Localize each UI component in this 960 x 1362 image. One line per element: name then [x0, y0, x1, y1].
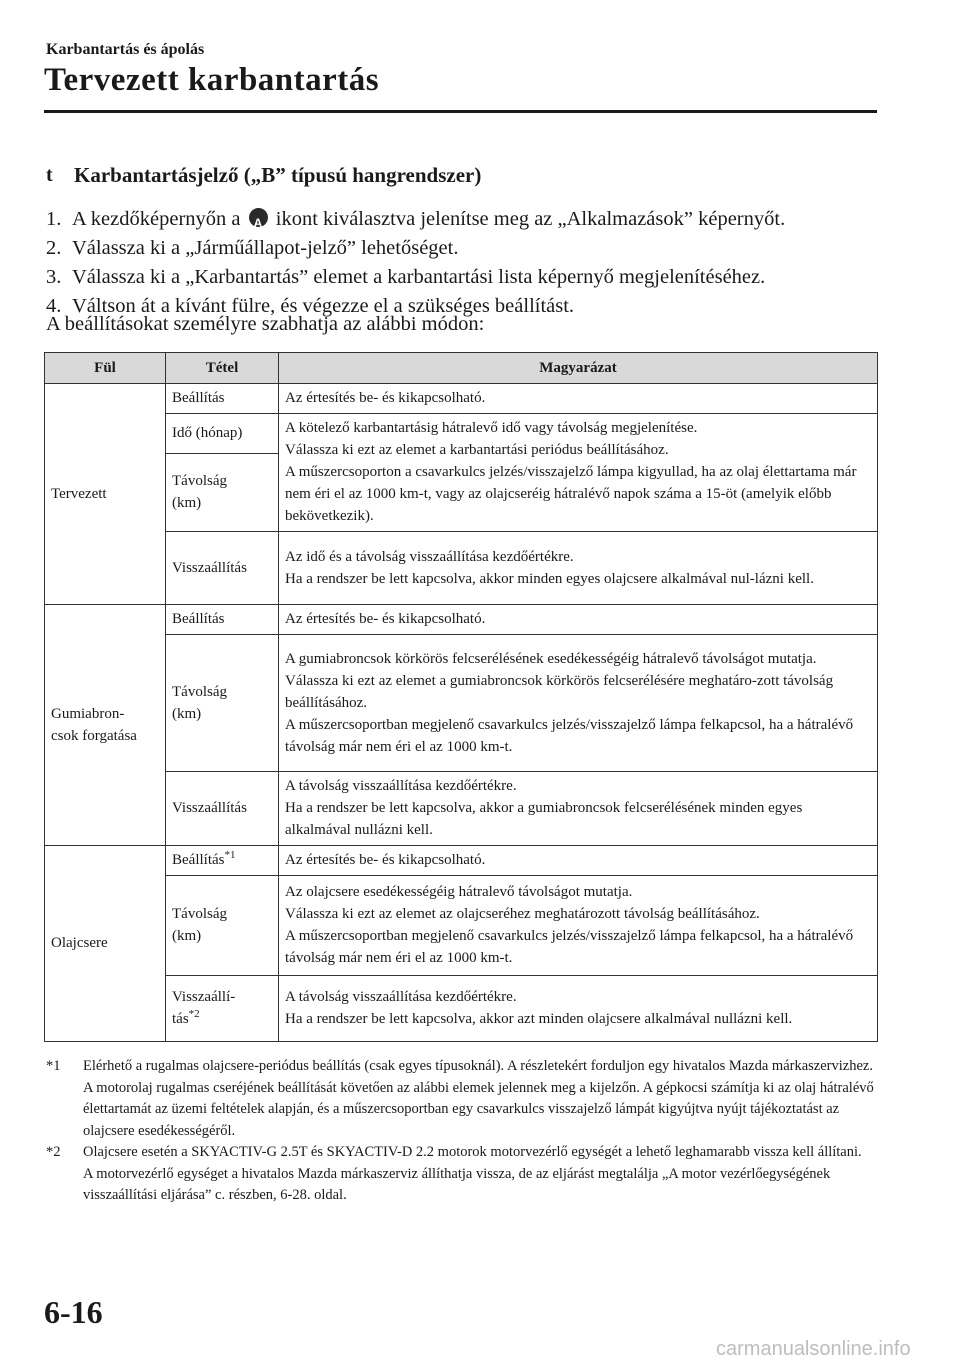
- explanation-cell: A távolság visszaállítása kezdőértékre. Ha a rendszer be lett kapcsolva, akkor azt minden olajcsere alkalmával nullázni kell.: [279, 976, 878, 1042]
- explanation-cell: Az értesítés be- és kikapcsolható.: [279, 605, 878, 635]
- item-cell: [166, 772, 279, 846]
- sub-heading-text: Karbantartásjelző („B” típusú hangrendszer): [74, 163, 482, 187]
- footnotes: [46, 1056, 881, 1207]
- explanation-cell: A gumiabroncsok körkörös felcserélésének esedékességéig hátralevő távolságot mutatja. Válassza ki ezt az elemet a gumiabroncsok körkörös felcserélésére meghatáro-zott távolság beállításához. A műszercsoportban megjelenő csavarkulcs jelzés/visszajelző lámpa felkapcsol, ha a hátralévő távolság már nem éri el az 1000 km-t.: [279, 635, 878, 772]
- footnote-ref: *1: [224, 849, 236, 861]
- watermark: carmanualsonline.info: [716, 1338, 911, 1360]
- footnote-text: Elérhető a rugalmas olajcsere-periódus beállítás (csak egyes típusoknál). A részletekért forduljon egy hivatalos Mazda márkaszervizhez.: [83, 1058, 873, 1074]
- footnote-key: *1: [46, 1058, 61, 1074]
- footnote-text: A motorvezérlő egységet a hivatalos Mazda márkaszerviz állíthatja vissza, de az eljárást megtalálja „A motor vezérlőegységének visszaállítási eljárása” c. részben, 6-28. oldal.: [83, 1165, 831, 1203]
- tab-cell: Gumiabron- csok forgatása: [45, 605, 166, 846]
- settings-table: [44, 352, 878, 1042]
- footnote-body: [83, 1142, 881, 1207]
- intro-text: A beállításokat személyre szabhatja az alábbi módon:: [46, 313, 485, 335]
- item-cell: [166, 414, 279, 454]
- table-row: [45, 384, 878, 414]
- item-cell: [166, 876, 279, 976]
- explanation-cell: Az idő és a távolság visszaállítása kezdőértékre. Ha a rendszer be lett kapcsolva, akkor minden egyes olajcsere alkalmával nul-lázni kell.: [279, 532, 878, 605]
- item-label: Visszaállítás: [172, 800, 247, 816]
- step-number: 3.: [46, 266, 62, 288]
- step-list: [46, 205, 881, 321]
- step-text: Válassza ki a „Karbantartás” elemet a karbantartási lista képernyő megjelenítéséhez.: [72, 266, 766, 288]
- step-text: Válassza ki a „Járműállapot-jelző” lehetőséget.: [72, 237, 459, 259]
- step-number: 1.: [46, 208, 62, 230]
- explanation-cell: Az értesítés be- és kikapcsolható.: [279, 846, 878, 876]
- item-label: Távolság (km): [172, 683, 227, 722]
- step-number: 2.: [46, 237, 62, 259]
- footnote: [46, 1142, 881, 1207]
- footnote-text: Olajcsere esetén a SKYACTIV-G 2.5T és SKYACTIV-D 2.2 motorok motorvezérlő egységét a lehető leghamarabb vissza kell állítani.: [83, 1144, 862, 1160]
- table-row: [45, 876, 878, 976]
- table-row: [45, 532, 878, 605]
- item-cell: [166, 384, 279, 414]
- item-label: Távolság (km): [172, 473, 227, 512]
- explanation-cell: Az olajcsere esedékességéig hátralevő távolságot mutatja. Válassza ki ezt az elemet az olajcseréhez meghatározott távolság beállításához. A műszercsoportban megjelenő csavarkulcs jelzés/visszajelző lámpa felkapcsol, ha a hátralévő távolság már nem éri el az 1000 km-t.: [279, 876, 878, 976]
- table-row: [45, 772, 878, 846]
- column-header-item: Tétel: [166, 353, 279, 384]
- table-row: [45, 414, 878, 454]
- column-header-tab: Fül: [45, 353, 166, 384]
- page-title: Tervezett karbantartás: [44, 62, 380, 98]
- explanation-cell: Az értesítés be- és kikapcsolható.: [279, 384, 878, 414]
- step-text: [72, 205, 785, 234]
- title-rule: [44, 110, 877, 113]
- footnote-body: [83, 1056, 881, 1142]
- table-row: [45, 976, 878, 1042]
- item-cell: [166, 846, 279, 876]
- apps-icon: [249, 208, 268, 227]
- page-number: 6-16: [44, 1294, 103, 1330]
- footnote: [46, 1056, 881, 1142]
- step-item: [46, 234, 881, 263]
- item-label: Távolság (km): [172, 906, 227, 944]
- section-label: Karbantartás és ápolás: [46, 41, 205, 58]
- footnote-ref: *2: [188, 1008, 200, 1020]
- item-label: Beállítás: [172, 390, 225, 406]
- section-marker: t: [46, 164, 53, 186]
- step-text-before: A kezdőképernyőn a: [72, 208, 241, 230]
- column-header-explanation: Magyarázat: [279, 353, 878, 384]
- item-label: Idő (hónap): [172, 425, 243, 442]
- explanation-cell: A kötelező karbantartásig hátralevő idő vagy távolság megjelenítése. Válassza ki ezt az elemet a karbantartási periódus beállításához. A műszercsoporton a csavarkulcs jelzés/visszajelző lámpa kigyullad, ha az olaj élettartama már nem éri el az 1000 km-t, vagy az olajcseréig hátralévő napok száma a 15-öt (amelyik előbb bekövetkezik).: [279, 414, 878, 532]
- tab-cell: Tervezett: [45, 384, 166, 605]
- footnote-text: A motorolaj rugalmas cseréjének beállítását követően az alábbi elemek jelennek meg a kijelzőn. A gépkocsi számítja ki az olaj hátralévő élettartamát az üzemi feltételek alapján, és a műszercsoportban egy csavarkulcs visszajelző lámpát kigyújtva nyújt tájékoztatást az olajcsere esedékességéről.: [83, 1079, 874, 1139]
- table-row: [45, 635, 878, 772]
- step-text-after: ikont kiválasztva jelenítse meg az „Alkalmazások” képernyőt.: [275, 208, 786, 230]
- table-row: [45, 605, 878, 635]
- item-cell: [166, 454, 279, 532]
- table-row: [45, 846, 878, 876]
- step-item: [46, 205, 881, 234]
- item-label: Beállítás: [172, 852, 225, 868]
- step-item: [46, 263, 881, 292]
- item-label: Visszaállítás: [172, 559, 247, 576]
- sub-heading: [46, 163, 481, 188]
- step-text: Váltson át a kívánt fülre, és végezze el a szükséges beállítást.: [72, 295, 575, 317]
- item-cell: [166, 635, 279, 772]
- item-cell: [166, 976, 279, 1042]
- item-label: Beállítás: [172, 611, 225, 627]
- tab-cell: Olajcsere: [45, 846, 166, 1042]
- item-label: Visszaállí- tás: [172, 989, 236, 1027]
- footnote-key: *2: [46, 1144, 61, 1160]
- step-number: 4.: [46, 295, 62, 317]
- table-header-row: [45, 353, 878, 384]
- item-cell: [166, 605, 279, 635]
- explanation-cell: A távolság visszaállítása kezdőértékre. Ha a rendszer be lett kapcsolva, akkor a gumiabroncsok felcserélésének minden egyes alkalmával nullázni kell.: [279, 772, 878, 846]
- item-cell: [166, 532, 279, 605]
